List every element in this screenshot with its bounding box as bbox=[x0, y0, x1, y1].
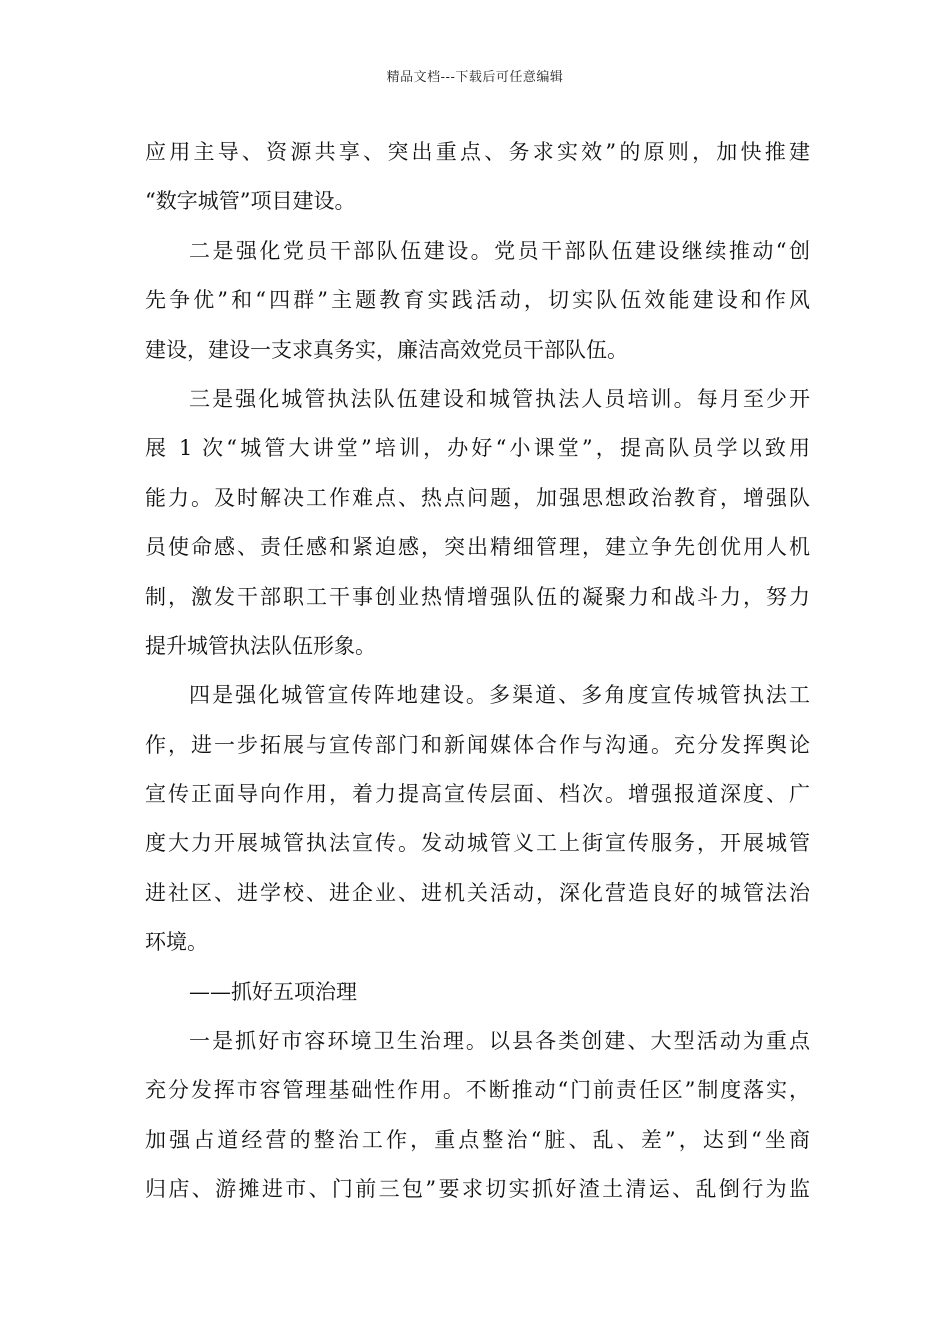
text-line: 制，激发干部职工干事创业热情增强队伍的凝聚力和战斗力，努力 bbox=[145, 584, 810, 609]
text-line: 进社区、进学校、进企业、进机关活动，深化营造良好的城管法治 bbox=[145, 880, 810, 905]
text-line: 环境。 bbox=[145, 930, 208, 955]
text-line: 度大力开展城管执法宣传。发动城管义工上街宣传服务，开展城管 bbox=[145, 831, 810, 856]
paragraph bbox=[145, 375, 810, 671]
section-heading bbox=[145, 968, 810, 1017]
paragraph bbox=[145, 227, 810, 375]
text-line: ——抓好五项治理 bbox=[189, 979, 357, 1004]
paragraph bbox=[145, 671, 810, 967]
text-line: “数字城管”项目建设。 bbox=[145, 189, 356, 214]
text-line: 二是强化党员干部队伍建设。党员干部队伍建设继续推动“创 bbox=[189, 238, 810, 263]
text-line: 四是强化城管宣传阵地建设。多渠道、多角度宣传城管执法工 bbox=[189, 683, 810, 708]
text-line: 宣传正面导向作用，着力提高宣传层面、档次。增强报道深度、广 bbox=[145, 782, 810, 807]
text-line: 加强占道经营的整治工作，重点整治“脏、乱、差”，达到“坐商 bbox=[145, 1127, 810, 1152]
paragraph bbox=[145, 1017, 810, 1215]
document-body bbox=[145, 128, 810, 1215]
text-line: 提升城管执法队伍形象。 bbox=[145, 633, 376, 658]
text-line: 充分发挥市容管理基础性作用。不断推动“门前责任区”制度落实， bbox=[145, 1078, 810, 1103]
text-line: 先争优”和“四群”主题教育实践活动，切实队伍效能建设和作风 bbox=[145, 288, 810, 313]
paragraph bbox=[145, 128, 810, 227]
page-header: 精品文档---下载后可任意编辑 bbox=[386, 70, 564, 85]
text-line: 展 1 次“城管大讲堂”培训，办好“小课堂”，提高队员学以致用 bbox=[145, 436, 810, 461]
text-line: 建设，建设一支求真务实，廉洁高效党员干部队伍。 bbox=[145, 337, 628, 362]
text-line: 作，进一步拓展与宣传部门和新闻媒体合作与沟通。充分发挥舆论 bbox=[145, 732, 810, 757]
text-line: 应用主导、资源共享、突出重点、务求实效”的原则，加快推建 bbox=[145, 140, 810, 164]
text-line: 能力。及时解决工作难点、热点问题，加强思想政治教育，增强队 bbox=[145, 485, 810, 510]
text-line: 一是抓好市容环境卫生治理。以县各类创建、大型活动为重点 bbox=[189, 1029, 810, 1054]
text-line: 员使命感、责任感和紧迫感，突出精细管理，建立争先创优用人机 bbox=[145, 535, 810, 560]
text-line: 归店、游摊进市、门前三包”要求切实抓好渣土清运、乱倒行为监 bbox=[145, 1177, 810, 1202]
text-line: 三是强化城管执法队伍建设和城管执法人员培训。每月至少开 bbox=[189, 386, 810, 411]
